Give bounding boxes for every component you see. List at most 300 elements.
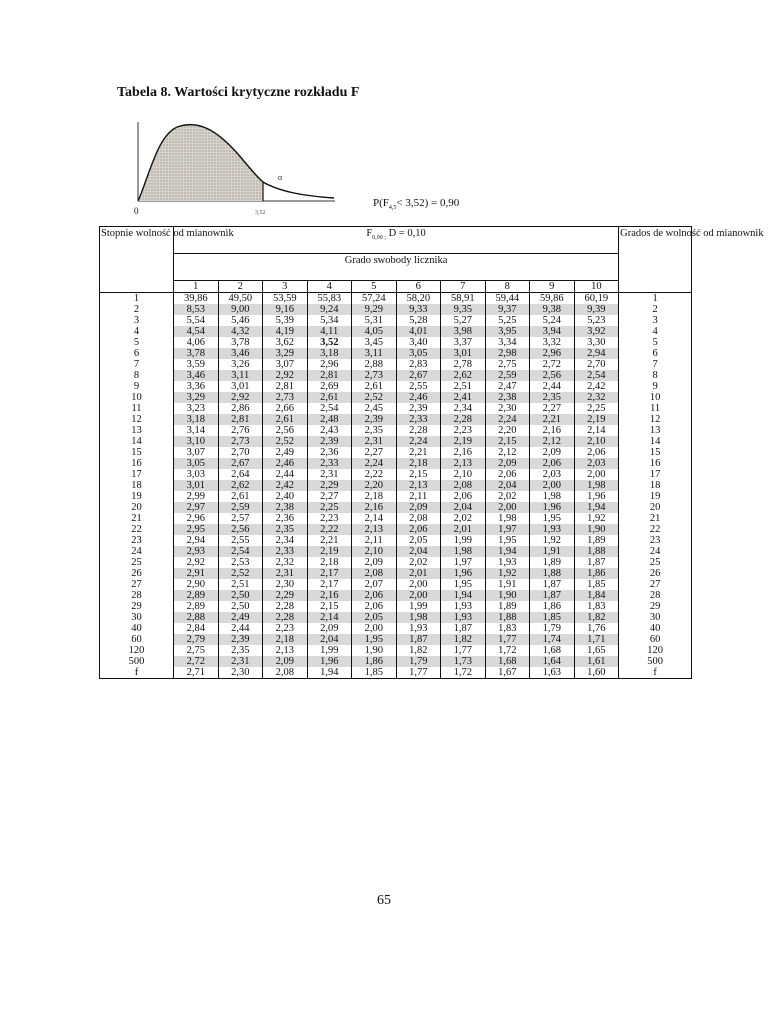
table-cell: 57,24	[352, 293, 397, 305]
table-cell: 5,31	[352, 315, 397, 326]
row-df-label: 5	[100, 337, 174, 348]
table-cell: 2,86	[218, 403, 263, 414]
table-cell: 3,29	[174, 392, 219, 403]
row-df-label: 8	[100, 370, 174, 381]
table-cell: 1,93	[530, 524, 575, 535]
table-cell: 2,81	[263, 381, 308, 392]
table-cell: 1,87	[530, 590, 575, 601]
row-df-label-right: 26	[619, 568, 692, 579]
table-cell: 2,10	[441, 469, 486, 480]
row-df-label-right: 18	[619, 480, 692, 491]
table-row	[100, 623, 692, 634]
table-cell: 2,04	[485, 480, 530, 491]
column-header-row	[100, 281, 692, 293]
table-cell: 2,33	[396, 414, 441, 425]
table-cell: 2,29	[263, 590, 308, 601]
table-cell: 2,18	[396, 458, 441, 469]
table-cell: 1,89	[530, 557, 575, 568]
table-cell: 1,90	[485, 590, 530, 601]
table-cell: 2,49	[263, 447, 308, 458]
table-cell: 2,27	[352, 447, 397, 458]
table-cell: 2,10	[574, 436, 619, 447]
table-cell: 2,94	[174, 535, 219, 546]
row-df-label: 17	[100, 469, 174, 480]
table-cell: 2,28	[441, 414, 486, 425]
table-row	[100, 579, 692, 590]
table-cell: 4,19	[263, 326, 308, 337]
table-cell: 2,55	[396, 381, 441, 392]
table-cell: 3,34	[485, 337, 530, 348]
table-cell: 2,57	[218, 513, 263, 524]
table-row	[100, 447, 692, 458]
table-cell: 2,32	[574, 392, 619, 403]
table-cell: 2,75	[174, 645, 219, 656]
table-cell: 2,09	[263, 656, 308, 667]
table-cell: 2,72	[530, 359, 575, 370]
row-df-label: 60	[100, 634, 174, 645]
table-cell: 1,86	[352, 656, 397, 667]
table-cell: 1,91	[530, 546, 575, 557]
row-df-label: 15	[100, 447, 174, 458]
table-cell: 1,95	[485, 535, 530, 546]
table-cell: 3,62	[263, 337, 308, 348]
f-subscript: 0,90 ;	[372, 235, 386, 242]
column-header: 2	[218, 281, 263, 293]
table-cell: 2,03	[530, 469, 575, 480]
row-df-label-right: 25	[619, 557, 692, 568]
table-cell: 1,79	[530, 623, 575, 634]
table-row	[100, 645, 692, 656]
table-row	[100, 469, 692, 480]
table-cell: 2,73	[352, 370, 397, 381]
numerator-df-header: Grado swobody licznika	[344, 255, 448, 266]
table-cell: 2,98	[485, 348, 530, 359]
table-cell: 3,37	[441, 337, 486, 348]
table-cell: 2,19	[441, 436, 486, 447]
row-df-label-right: 3	[619, 315, 692, 326]
table-cell: 1,98	[574, 480, 619, 491]
table-cell: 3,94	[530, 326, 575, 337]
table-cell: 1,91	[485, 579, 530, 590]
table-cell: 2,31	[307, 469, 352, 480]
row-df-label: 29	[100, 601, 174, 612]
table-cell: 2,41	[441, 392, 486, 403]
row-df-label: 7	[100, 359, 174, 370]
alpha-label: α	[278, 173, 283, 182]
table-row	[100, 436, 692, 447]
table-cell: 2,70	[218, 447, 263, 458]
table-cell: 1,94	[307, 667, 352, 679]
table-cell: 2,66	[263, 403, 308, 414]
table-cell: 3,45	[352, 337, 397, 348]
table-cell: 1,82	[574, 612, 619, 623]
f-symbol: F	[366, 228, 373, 239]
table-cell: 2,39	[396, 403, 441, 414]
table-cell: 2,15	[485, 436, 530, 447]
table-cell: 1,74	[530, 634, 575, 645]
table-cell: 1,92	[485, 568, 530, 579]
table-cell: 2,06	[485, 469, 530, 480]
row-df-label: 11	[100, 403, 174, 414]
table-cell: 2,14	[574, 425, 619, 436]
row-df-label-right: f	[619, 667, 692, 679]
table-cell: 3,03	[174, 469, 219, 480]
table-cell: 2,04	[441, 502, 486, 513]
table-cell: 1,77	[441, 645, 486, 656]
row-df-label-right: 500	[619, 656, 692, 667]
table-cell: 4,05	[352, 326, 397, 337]
table-cell: 2,15	[396, 469, 441, 480]
probability-statement	[373, 197, 459, 211]
column-header: 10	[574, 281, 619, 293]
table-cell: 2,48	[307, 414, 352, 425]
table-cell: 2,53	[218, 557, 263, 568]
table-cell: 2,70	[574, 359, 619, 370]
row-df-label-right: 20	[619, 502, 692, 513]
row-df-label-right: 13	[619, 425, 692, 436]
table-cell: 2,61	[218, 491, 263, 502]
table-cell: 2,54	[218, 546, 263, 557]
table-cell: 2,13	[263, 645, 308, 656]
table-cell: 1,95	[441, 579, 486, 590]
table-cell: 2,08	[263, 667, 308, 679]
table-cell: 1,93	[441, 601, 486, 612]
table-cell: 2,00	[396, 590, 441, 601]
table-cell: 2,21	[307, 535, 352, 546]
table-row	[100, 315, 692, 326]
row-df-label: 20	[100, 502, 174, 513]
table-cell: 2,18	[352, 491, 397, 502]
table-cell: 2,06	[574, 447, 619, 458]
row-df-label-right: 22	[619, 524, 692, 535]
row-df-label-right: 21	[619, 513, 692, 524]
table-cell: 2,44	[530, 381, 575, 392]
row-df-label-right: 17	[619, 469, 692, 480]
prob-suffix: < 3,52) = 0,90	[396, 197, 460, 209]
row-df-label-right: 60	[619, 634, 692, 645]
table-row	[100, 634, 692, 645]
table-cell: 2,33	[263, 546, 308, 557]
table-cell: 39,86	[174, 293, 219, 305]
row-df-label: 26	[100, 568, 174, 579]
row-df-label: 23	[100, 535, 174, 546]
row-df-label: 30	[100, 612, 174, 623]
table-cell: 9,39	[574, 304, 619, 315]
table-cell: 2,84	[174, 623, 219, 634]
table-cell: 1,92	[574, 513, 619, 524]
table-cell: 9,37	[485, 304, 530, 315]
table-row	[100, 480, 692, 491]
table-cell: 2,95	[174, 524, 219, 535]
table-cell: 2,12	[485, 447, 530, 458]
table-cell: 2,93	[174, 546, 219, 557]
table-cell: 2,62	[441, 370, 486, 381]
table-cell: 4,11	[307, 326, 352, 337]
table-cell: 2,23	[441, 425, 486, 436]
table-cell: 2,52	[218, 568, 263, 579]
table-cell: 9,24	[307, 304, 352, 315]
table-cell: 2,29	[307, 480, 352, 491]
table-cell: 3,01	[441, 348, 486, 359]
table-cell: 1,77	[485, 634, 530, 645]
table-cell: 2,03	[574, 458, 619, 469]
table-cell: 2,69	[307, 381, 352, 392]
table-cell: 1,88	[485, 612, 530, 623]
table-cell: 55,83	[307, 293, 352, 305]
table-cell: 2,01	[441, 524, 486, 535]
table-cell: 2,38	[485, 392, 530, 403]
table-row	[100, 546, 692, 557]
row-df-label: 21	[100, 513, 174, 524]
prob-prefix: P(F	[373, 197, 389, 209]
table-cell: 2,18	[263, 634, 308, 645]
table-cell: 2,14	[352, 513, 397, 524]
table-cell: 2,96	[174, 513, 219, 524]
table-cell: 2,56	[218, 524, 263, 535]
table-cell: 1,88	[530, 568, 575, 579]
table-cell: 2,22	[307, 524, 352, 535]
table-cell: 2,81	[218, 414, 263, 425]
table-cell: 1,87	[530, 579, 575, 590]
table-cell: 2,44	[263, 469, 308, 480]
table-row	[100, 392, 692, 403]
table-cell: 2,71	[174, 667, 219, 679]
row-df-label: 27	[100, 579, 174, 590]
table-cell: 2,88	[352, 359, 397, 370]
table-cell: 3,32	[530, 337, 575, 348]
row-df-label: 28	[100, 590, 174, 601]
table-cell: 2,78	[441, 359, 486, 370]
row-df-label-right: 2	[619, 304, 692, 315]
table-row	[100, 359, 692, 370]
table-cell: 5,25	[485, 315, 530, 326]
table-row	[100, 524, 692, 535]
table-cell: 2,06	[396, 524, 441, 535]
table-cell: 5,24	[530, 315, 575, 326]
table-cell: 2,00	[574, 469, 619, 480]
table-cell: 3,59	[174, 359, 219, 370]
table-cell: 2,34	[441, 403, 486, 414]
table-cell: 1,93	[485, 557, 530, 568]
table-cell: 2,28	[263, 612, 308, 623]
table-cell: 49,50	[218, 293, 263, 305]
table-cell: 2,10	[352, 546, 397, 557]
row-df-label-right: 19	[619, 491, 692, 502]
row-df-label: 500	[100, 656, 174, 667]
table-cell: 2,31	[218, 656, 263, 667]
table-cell: 1,83	[485, 623, 530, 634]
table-cell: 2,11	[396, 491, 441, 502]
table-cell: 5,27	[441, 315, 486, 326]
table-row	[100, 326, 692, 337]
table-cell: 3,92	[574, 326, 619, 337]
table-cell: 2,00	[530, 480, 575, 491]
table-cell: 1,85	[530, 612, 575, 623]
table-cell: 2,56	[530, 370, 575, 381]
table-cell: 3,07	[174, 447, 219, 458]
row-df-label: 10	[100, 392, 174, 403]
table-cell: 1,98	[396, 612, 441, 623]
table-cell: 3,95	[485, 326, 530, 337]
table-cell: 1,95	[352, 634, 397, 645]
table-cell: 1,98	[530, 491, 575, 502]
table-row	[100, 370, 692, 381]
table-cell: 2,44	[218, 623, 263, 634]
table-cell: 1,60	[574, 667, 619, 679]
table-cell: 3,36	[174, 381, 219, 392]
table-cell: 1,67	[485, 667, 530, 679]
table-cell: 2,20	[352, 480, 397, 491]
column-header: 8	[485, 281, 530, 293]
table-cell: 2,64	[218, 469, 263, 480]
table-cell: 2,97	[174, 502, 219, 513]
table-cell: 2,94	[574, 348, 619, 359]
table-cell: 2,51	[441, 381, 486, 392]
table-cell: 59,44	[485, 293, 530, 305]
table-cell: 2,81	[307, 370, 352, 381]
table-cell: 3,52	[307, 337, 352, 348]
table-cell: 2,75	[485, 359, 530, 370]
row-df-label: 1	[100, 293, 174, 305]
table-cell: 2,52	[352, 392, 397, 403]
table-cell: 3,40	[396, 337, 441, 348]
table-cell: 2,09	[396, 502, 441, 513]
row-df-label: 3	[100, 315, 174, 326]
row-df-label-right: 11	[619, 403, 692, 414]
table-cell: 1,89	[485, 601, 530, 612]
table-row	[100, 590, 692, 601]
table-cell: 1,90	[574, 524, 619, 535]
table-cell: 1,95	[530, 513, 575, 524]
right-header: Grados de wolność od mianownik	[619, 227, 692, 293]
row-df-label-right: 16	[619, 458, 692, 469]
table-cell: 1,65	[574, 645, 619, 656]
row-df-label-right: 5	[619, 337, 692, 348]
table-cell: 1,97	[485, 524, 530, 535]
row-df-label: 22	[100, 524, 174, 535]
table-cell: 2,23	[307, 513, 352, 524]
table-cell: 1,97	[441, 557, 486, 568]
table-cell: 2,13	[352, 524, 397, 535]
row-df-label: 25	[100, 557, 174, 568]
table-cell: 2,24	[352, 458, 397, 469]
table-cell: 2,39	[352, 414, 397, 425]
row-df-label-right: 1	[619, 293, 692, 305]
table-cell: 2,01	[396, 568, 441, 579]
table-cell: 1,88	[574, 546, 619, 557]
table-cell: 1,87	[396, 634, 441, 645]
table-cell: 1,98	[485, 513, 530, 524]
table-cell: 3,18	[174, 414, 219, 425]
table-cell: 2,06	[441, 491, 486, 502]
table-cell: 2,28	[263, 601, 308, 612]
table-cell: 1,79	[396, 656, 441, 667]
table-row	[100, 414, 692, 425]
table-cell: 58,20	[396, 293, 441, 305]
table-cell: 1,92	[530, 535, 575, 546]
table-cell: 1,76	[574, 623, 619, 634]
table-cell: 2,61	[352, 381, 397, 392]
table-cell: 3,46	[218, 348, 263, 359]
table-cell: 2,04	[307, 634, 352, 645]
table-cell: 2,21	[530, 414, 575, 425]
table-cell: 9,38	[530, 304, 575, 315]
row-df-label: 14	[100, 436, 174, 447]
table-cell: 4,32	[218, 326, 263, 337]
table-cell: 2,00	[352, 623, 397, 634]
table-cell: 2,11	[352, 535, 397, 546]
table-cell: 2,16	[441, 447, 486, 458]
table-row	[100, 656, 692, 667]
row-df-label: 2	[100, 304, 174, 315]
table-cell: 2,39	[307, 436, 352, 447]
table-cell: 2,08	[441, 480, 486, 491]
table-cell: 1,89	[574, 535, 619, 546]
table-cell: 1,94	[441, 590, 486, 601]
table-cell: 5,34	[307, 315, 352, 326]
table-cell: 2,51	[218, 579, 263, 590]
table-cell: 2,62	[218, 480, 263, 491]
column-header: 9	[530, 281, 575, 293]
table-cell: 5,28	[396, 315, 441, 326]
column-header: 6	[396, 281, 441, 293]
table-cell: 2,30	[263, 579, 308, 590]
table-row	[100, 293, 692, 305]
table-cell: 3,01	[218, 381, 263, 392]
table-cell: 2,22	[352, 469, 397, 480]
table-cell: 2,07	[352, 579, 397, 590]
row-df-label: 16	[100, 458, 174, 469]
table-cell: 1,72	[485, 645, 530, 656]
table-cell: 3,26	[218, 359, 263, 370]
table-cell: 2,76	[218, 425, 263, 436]
table-cell: 2,35	[218, 645, 263, 656]
table-row	[100, 502, 692, 513]
table-cell: 3,05	[396, 348, 441, 359]
table-cell: 2,79	[174, 634, 219, 645]
table-cell: 2,19	[574, 414, 619, 425]
table-cell: 2,35	[530, 392, 575, 403]
table-row	[100, 348, 692, 359]
table-cell: 2,73	[218, 436, 263, 447]
table-row	[100, 381, 692, 392]
table-cell: 4,06	[174, 337, 219, 348]
table-cell: 2,25	[307, 502, 352, 513]
table-cell: 2,18	[307, 557, 352, 568]
table-cell: 2,23	[263, 623, 308, 634]
row-df-label: 19	[100, 491, 174, 502]
table-cell: 3,23	[174, 403, 219, 414]
table-cell: 2,92	[263, 370, 308, 381]
column-header: 4	[307, 281, 352, 293]
table-cell: 2,16	[530, 425, 575, 436]
row-df-label: f	[100, 667, 174, 679]
table-cell: 2,92	[218, 392, 263, 403]
table-cell: 2,92	[174, 557, 219, 568]
table-cell: 2,56	[263, 425, 308, 436]
table-cell: 2,17	[307, 579, 352, 590]
table-cell: 1,73	[441, 656, 486, 667]
table-row	[100, 667, 692, 679]
row-df-label: 4	[100, 326, 174, 337]
row-df-label-right: 24	[619, 546, 692, 557]
row-df-label-right: 27	[619, 579, 692, 590]
table-cell: 1,87	[574, 557, 619, 568]
table-cell: 2,25	[574, 403, 619, 414]
table-row	[100, 601, 692, 612]
table-cell: 1,99	[396, 601, 441, 612]
table-row	[100, 568, 692, 579]
